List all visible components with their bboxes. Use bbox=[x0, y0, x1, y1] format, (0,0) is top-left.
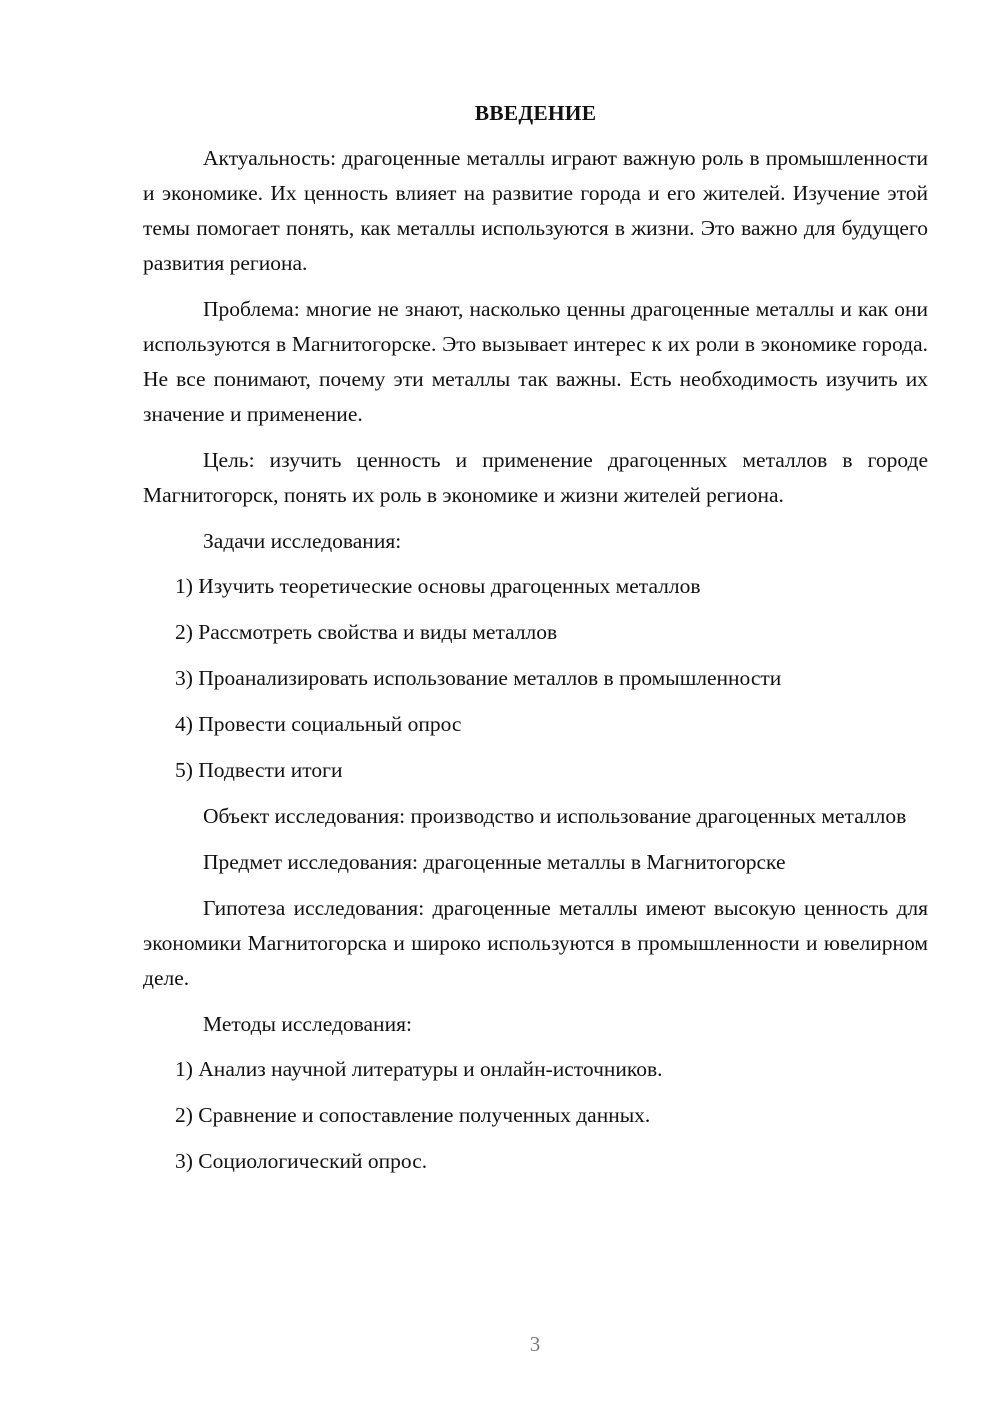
tasks-label: Задачи исследования: bbox=[203, 529, 402, 553]
task-item: 1) Изучить теоретические основы драгоценных металлов bbox=[175, 574, 701, 598]
page-content bbox=[143, 96, 928, 1190]
subject-paragraph: Предмет исследования: драгоценные металлы в Магнитогорске bbox=[203, 850, 786, 874]
methods-list bbox=[143, 1052, 928, 1179]
relevance-paragraph: Актуальность: драгоценные металлы играют важную роль в промышленности и экономике. Их ценность влияет на развитие города и его жителей. Изучение этой темы помогает понять, как металлы используются в жизни. Это важно для будущего развития региона. bbox=[143, 146, 928, 275]
task-item: 5) Подвести итоги bbox=[175, 758, 343, 782]
section-title: ВВЕДЕНИЕ bbox=[474, 101, 597, 125]
object-paragraph: Объект исследования: производство и использование драгоценных металлов bbox=[203, 804, 907, 828]
problem-paragraph: Проблема: многие не знают, насколько ценны драгоценные металлы и как они используются в Магнитогорске. Это вызывает интерес к их роли в экономике города. Не все понимают, почему эти металлы так важны. Есть необходимость изучить их значение и применение. bbox=[143, 297, 928, 426]
method-item: 1) Анализ научной литературы и онлайн-источников. bbox=[175, 1057, 663, 1081]
page-number: 3 bbox=[529, 1332, 541, 1356]
tasks-list bbox=[143, 569, 928, 788]
goal-paragraph: Цель: изучить ценность и применение драгоценных металлов в городе Магнитогорск, понять их роль в экономике и жизни жителей региона. bbox=[143, 448, 928, 507]
method-item: 3) Социологический опрос. bbox=[175, 1149, 428, 1173]
method-item: 2) Сравнение и сопоставление полученных данных. bbox=[175, 1103, 651, 1127]
task-item: 3) Проанализировать использование металлов в промышленности bbox=[175, 666, 782, 690]
task-item: 4) Провести социальный опрос bbox=[175, 712, 462, 736]
methods-label: Методы исследования: bbox=[203, 1012, 412, 1036]
task-item: 2) Рассмотреть свойства и виды металлов bbox=[175, 620, 558, 644]
hypothesis-paragraph: Гипотеза исследования: драгоценные металлы имеют высокую ценность для экономики Магнитогорска и широко используются в промышленности и ювелирном деле. bbox=[143, 896, 928, 990]
